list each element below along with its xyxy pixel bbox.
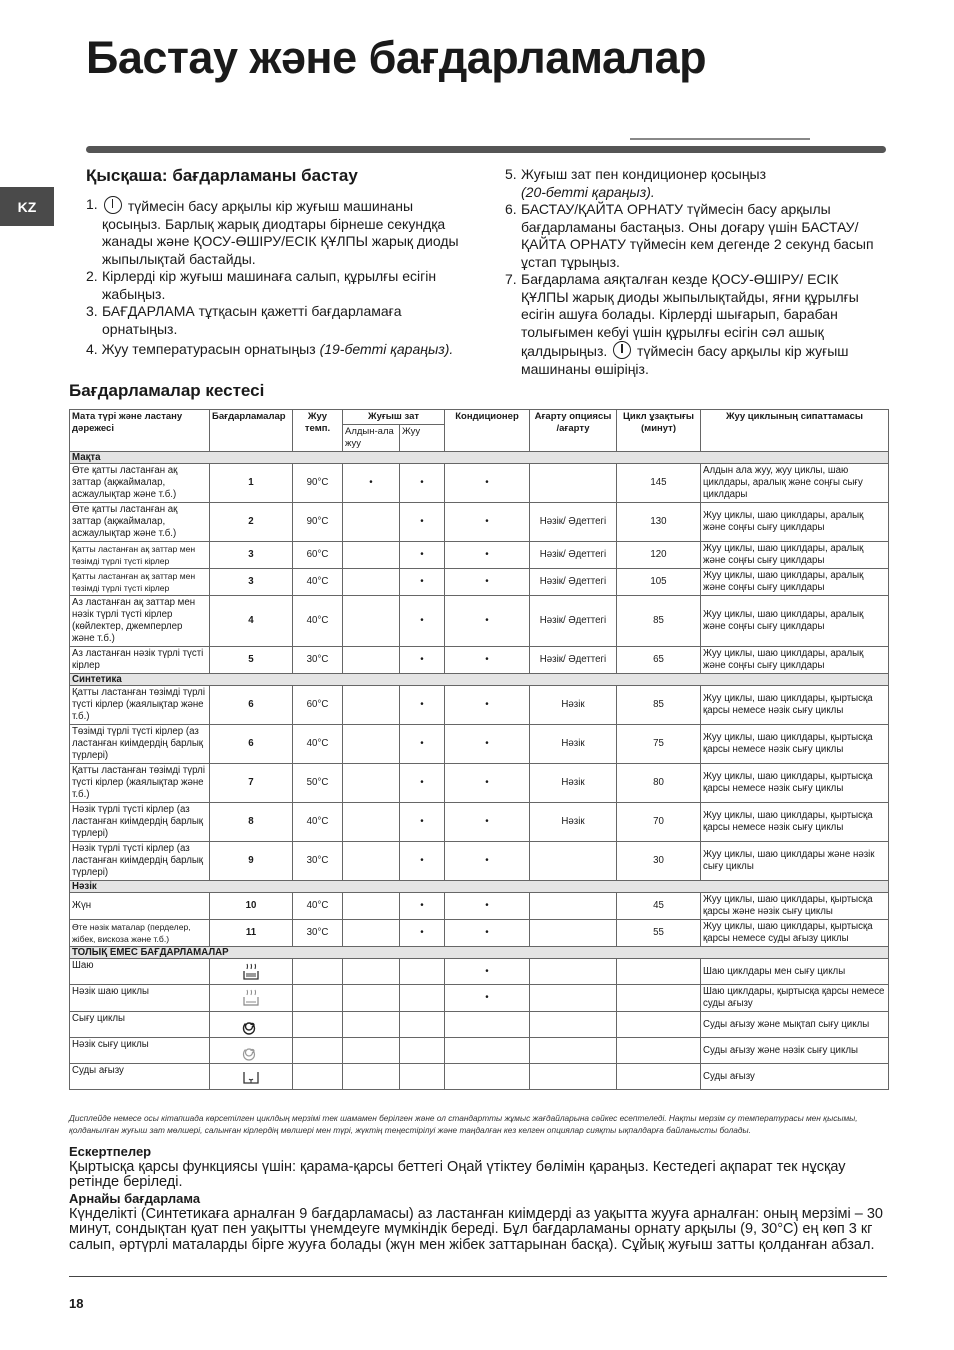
cell-duration bbox=[617, 1038, 701, 1064]
program-table-heading: Бағдарламалар кестесі bbox=[69, 381, 265, 400]
step-4 bbox=[86, 341, 466, 359]
cell-wash: • bbox=[400, 920, 445, 947]
cell-duration bbox=[617, 1012, 701, 1038]
step-6 bbox=[505, 201, 885, 271]
cell-fabric: Нәзік түрлі түсті кірлер (аз ластанған киімдердің барлық түрлері) bbox=[70, 842, 210, 881]
cell-duration: 80 bbox=[617, 764, 701, 803]
cell-temperature bbox=[293, 1038, 343, 1064]
cell-wash: • bbox=[400, 725, 445, 764]
cell-temperature: 60°C bbox=[293, 542, 343, 569]
cell-program: 3 bbox=[210, 569, 293, 596]
cell-rinse-option: Нәзік/ Әдеттегі bbox=[530, 569, 617, 596]
cell-program: 8 bbox=[210, 803, 293, 842]
cell-duration: 45 bbox=[617, 893, 701, 920]
step-3-number: 3. bbox=[86, 303, 98, 319]
cell-program: 6 bbox=[210, 686, 293, 725]
cell-duration: 105 bbox=[617, 569, 701, 596]
cell-description: Суды ағызу және нәзік сығу циклы bbox=[701, 1038, 889, 1064]
cell-temperature: 40°C bbox=[293, 893, 343, 920]
table-row bbox=[70, 1038, 889, 1064]
cell-duration: 85 bbox=[617, 686, 701, 725]
cell-softener: • bbox=[445, 569, 530, 596]
cell-description: Шаю циклдары, қыртысқа қарсы немесе суды ағызу bbox=[701, 985, 889, 1012]
step-4-text: 4. Жуу температурасын орнатыңыз bbox=[86, 341, 320, 357]
step-6-number: 6. bbox=[505, 201, 517, 217]
cell-wash: • bbox=[400, 893, 445, 920]
cell-softener: • bbox=[445, 503, 530, 542]
cell-duration bbox=[617, 985, 701, 1012]
cell-softener: • bbox=[445, 959, 530, 985]
cell-fabric: Өте қатты ластанған ақ заттар (ақжаймалар, асжаулықтар және т.б.) bbox=[70, 503, 210, 542]
cell-fabric: Жүн bbox=[70, 893, 210, 920]
section-header bbox=[70, 947, 889, 959]
cell-softener: • bbox=[445, 803, 530, 842]
cell-duration bbox=[617, 959, 701, 985]
cell-program: 3 bbox=[210, 542, 293, 569]
cell-duration: 145 bbox=[617, 464, 701, 503]
step-7-text-end: түймесін басу арқылы кір жуғыш машинаны өшіріңіз. bbox=[521, 343, 849, 377]
cell-program-icon bbox=[210, 985, 293, 1012]
step-5 bbox=[505, 166, 885, 201]
cell-wash bbox=[400, 1064, 445, 1090]
table-row bbox=[70, 1012, 889, 1038]
cell-prewash bbox=[343, 503, 400, 542]
spin-icon bbox=[212, 1015, 290, 1035]
cell-program-icon bbox=[210, 1064, 293, 1090]
cell-temperature: 30°C bbox=[293, 842, 343, 881]
cell-program: 6 bbox=[210, 725, 293, 764]
cell-duration: 30 bbox=[617, 842, 701, 881]
section-title: Мақта bbox=[70, 452, 889, 464]
cell-prewash bbox=[343, 542, 400, 569]
special-program-heading: Арнайы бағдарлама bbox=[69, 1191, 201, 1206]
cell-fabric: Аз ластанған нәзік түрлі түсті кірлер bbox=[70, 647, 210, 674]
cell-prewash bbox=[343, 985, 400, 1012]
cell-program-icon bbox=[210, 1012, 293, 1038]
cell-fabric: Өте қатты ластанған ақ заттар (ақжаймалар, асжаулықтар және т.б.) bbox=[70, 464, 210, 503]
cell-rinse-option bbox=[530, 959, 617, 985]
cell-prewash bbox=[343, 569, 400, 596]
cell-softener bbox=[445, 1012, 530, 1038]
cell-program-icon bbox=[210, 1038, 293, 1064]
header-duration: Цикл ұзақтығы (минут) bbox=[617, 410, 701, 452]
step-3-text: БАҒДАРЛАМА тұтқасын қажетті бағдарламаға орнатыңыз. bbox=[102, 303, 402, 337]
cell-rinse-option bbox=[530, 842, 617, 881]
cell-prewash bbox=[343, 842, 400, 881]
cell-program: 1 bbox=[210, 464, 293, 503]
cell-fabric: Қатты ластанған төзімді түрлі түсті кірлер (жаялықтар және т.б.) bbox=[70, 764, 210, 803]
cell-wash bbox=[400, 959, 445, 985]
header-program: Бағдарламалар bbox=[210, 410, 293, 452]
cell-wash bbox=[400, 1038, 445, 1064]
header-accent-line bbox=[630, 138, 810, 140]
cell-softener bbox=[445, 1038, 530, 1064]
cell-softener: • bbox=[445, 842, 530, 881]
header-prewash: Алдын-ала жуу bbox=[343, 425, 400, 452]
cell-fabric: Нәзік түрлі түсті кірлер (аз ластанған киімдердің барлық түрлері) bbox=[70, 803, 210, 842]
cell-program: 9 bbox=[210, 842, 293, 881]
cell-fabric: Аз ластанған ақ заттар мен нәзік түрлі түсті кірлер (көйлектер, джемперлер және т.б.) bbox=[70, 596, 210, 647]
cell-rinse-option bbox=[530, 920, 617, 947]
table-row bbox=[70, 686, 889, 725]
cell-softener: • bbox=[445, 542, 530, 569]
cell-temperature bbox=[293, 959, 343, 985]
cell-rinse-option: Нәзік bbox=[530, 764, 617, 803]
step-3 bbox=[86, 303, 466, 338]
cell-temperature bbox=[293, 1012, 343, 1038]
cell-wash: • bbox=[400, 842, 445, 881]
table-row bbox=[70, 985, 889, 1012]
table-row bbox=[70, 893, 889, 920]
cell-prewash bbox=[343, 764, 400, 803]
cell-description: Алдын ала жуу, жуу циклы, шаю циклдары, аралық және соңғы сығу циклдары bbox=[701, 464, 889, 503]
cell-temperature: 40°C bbox=[293, 803, 343, 842]
cell-wash: • bbox=[400, 647, 445, 674]
header-temperature: Жуу темп. bbox=[293, 410, 343, 452]
table-row bbox=[70, 1064, 889, 1090]
table-footnote: Дисплейде немесе осы кітапшада көрсетілген циклдың мерзімі тек шамамен берілген және ол стандартты жұмыс жағдайларына сәйкес есептеледі. Нақты мерзім су температурасы мен қысымы, қолданылған жуғыш зат мөлшері, салынған кірлердің мөлшері мен түрі, жүктің теңестірілуі және таңдалған кез келген опциялар сияқты ықпалдарға байланысты болады. bbox=[69, 1113, 858, 1135]
cell-prewash bbox=[343, 920, 400, 947]
program-table bbox=[69, 409, 889, 1090]
cell-duration: 85 bbox=[617, 596, 701, 647]
cell-temperature bbox=[293, 1064, 343, 1090]
cell-program: 4 bbox=[210, 596, 293, 647]
table-row bbox=[70, 725, 889, 764]
notes-heading: Ескертпелер bbox=[69, 1144, 152, 1159]
cell-temperature: 40°C bbox=[293, 569, 343, 596]
cell-softener: • bbox=[445, 596, 530, 647]
cell-softener: • bbox=[445, 464, 530, 503]
cell-wash: • bbox=[400, 596, 445, 647]
cell-description: Жуу циклы, шаю циклдары, қыртысқа қарсы немесе нәзік сығу циклы bbox=[701, 764, 889, 803]
footer-divider bbox=[69, 1276, 887, 1277]
cell-wash: • bbox=[400, 569, 445, 596]
cell-rinse-option bbox=[530, 1012, 617, 1038]
cell-duration bbox=[617, 1064, 701, 1090]
cell-fabric: Қатты ластанған ақ заттар мен төзімді түрлі түсті кірлер bbox=[70, 542, 210, 569]
cell-softener bbox=[445, 1064, 530, 1090]
page-title: Бастау және бағдарламалар bbox=[86, 32, 707, 83]
table-row bbox=[70, 569, 889, 596]
cell-wash: • bbox=[400, 764, 445, 803]
header-detergent: Жуғыш зат bbox=[343, 410, 445, 425]
cell-duration: 120 bbox=[617, 542, 701, 569]
cell-duration: 130 bbox=[617, 503, 701, 542]
table-row bbox=[70, 647, 889, 674]
header-description: Жуу циклының сипаттамасы bbox=[701, 410, 889, 452]
cell-fabric: Сығу циклы bbox=[70, 1012, 210, 1038]
section-title: Нәзік bbox=[70, 881, 889, 893]
step-2-number: 2. bbox=[86, 268, 98, 284]
table-row bbox=[70, 959, 889, 985]
step-7-text: Бағдарлама аяқталған кезде ҚОСУ-ӨШІРУ/ ЕСІК ҚҰЛПЫ жарық диоды жыпылықтайды, яғни құрылғы есігін ашуға болады. Кірлерді шығарып, барабан толығымен кебуі үшін құрылғы есігін сәл ашық қалдырыңыз. bbox=[521, 271, 859, 359]
cell-temperature: 60°C bbox=[293, 686, 343, 725]
cell-description: Суды ағызу және мықтап сығу циклы bbox=[701, 1012, 889, 1038]
cell-rinse-option: Нәзік bbox=[530, 803, 617, 842]
cell-wash: • bbox=[400, 503, 445, 542]
table-row bbox=[70, 596, 889, 647]
step-5-number: 5. bbox=[505, 166, 517, 182]
cell-program: 7 bbox=[210, 764, 293, 803]
cell-program: 11 bbox=[210, 920, 293, 947]
cell-description: Шаю циклдары мен сығу циклы bbox=[701, 959, 889, 985]
cell-duration: 65 bbox=[617, 647, 701, 674]
cell-softener: • bbox=[445, 725, 530, 764]
cell-rinse-option bbox=[530, 464, 617, 503]
cell-fabric: Өте нәзік маталар (перделер, жібек, вискоза және т.б.) bbox=[70, 920, 210, 947]
cell-fabric: Суды ағызу bbox=[70, 1064, 210, 1090]
cell-temperature: 30°C bbox=[293, 647, 343, 674]
cell-fabric: Қатты ластанған ақ заттар мен төзімді түрлі түсті кірлер bbox=[70, 569, 210, 596]
cell-program: 5 bbox=[210, 647, 293, 674]
cell-rinse-option bbox=[530, 985, 617, 1012]
power-icon bbox=[104, 196, 122, 214]
page-number: 18 bbox=[69, 1296, 84, 1311]
cell-rinse-option: Нәзік/ Әдеттегі bbox=[530, 647, 617, 674]
cell-softener: • bbox=[445, 764, 530, 803]
table-row bbox=[70, 464, 889, 503]
section-title: ТОЛЫҚ ЕМЕС БАҒДАРЛАМАЛАР bbox=[70, 947, 889, 959]
step-1 bbox=[86, 196, 466, 268]
table-row bbox=[70, 803, 889, 842]
quick-start-left-column bbox=[86, 196, 466, 359]
cell-description: Жуу циклы, шаю циклдары, аралық және соңғы сығу циклдары bbox=[701, 596, 889, 647]
cell-fabric: Шаю bbox=[70, 959, 210, 985]
cell-description: Суды ағызу bbox=[701, 1064, 889, 1090]
header-wash: Жуу bbox=[400, 425, 445, 452]
cell-description: Жуу циклы, шаю циклдары, қыртысқа қарсы немесе суды ағызу циклы bbox=[701, 920, 889, 947]
section-header bbox=[70, 881, 889, 893]
step-5-reference: (20-бетті қараңыз). bbox=[521, 183, 655, 200]
cell-rinse-option: Нәзік bbox=[530, 686, 617, 725]
cell-prewash bbox=[343, 1012, 400, 1038]
cell-softener: • bbox=[445, 647, 530, 674]
cell-wash bbox=[400, 1012, 445, 1038]
cell-program-icon bbox=[210, 959, 293, 985]
cell-prewash bbox=[343, 596, 400, 647]
cell-duration: 55 bbox=[617, 920, 701, 947]
step-2-text: Кірлерді кір жуғыш машинаға салып, құрылғы есігін жабыңыз. bbox=[102, 268, 437, 302]
cell-rinse-option: Нәзік/ Әдеттегі bbox=[530, 596, 617, 647]
cell-description: Жуу циклы, шаю циклдары, қыртысқа қарсы немесе нәзік сығу циклы bbox=[701, 686, 889, 725]
cell-prewash bbox=[343, 725, 400, 764]
cell-description: Жуу циклы, шаю циклдары, қыртысқа қарсы немесе нәзік сығу циклы bbox=[701, 803, 889, 842]
cell-description: Жуу циклы, шаю циклдары, аралық және соңғы сығу циклдары bbox=[701, 503, 889, 542]
delicate-rinse-icon bbox=[212, 988, 290, 1008]
cell-fabric: Нәзік сығу циклы bbox=[70, 1038, 210, 1064]
quick-start-heading: Қысқаша: бағдарламаны бастау bbox=[86, 166, 358, 185]
cell-wash: • bbox=[400, 464, 445, 503]
cell-prewash bbox=[343, 893, 400, 920]
cell-description: Жуу циклы, шаю циклдары, аралық және соңғы сығу циклдары bbox=[701, 647, 889, 674]
cell-softener: • bbox=[445, 686, 530, 725]
language-tab: KZ bbox=[0, 187, 54, 226]
cell-temperature: 50°C bbox=[293, 764, 343, 803]
step-2 bbox=[86, 268, 466, 303]
cell-temperature: 40°C bbox=[293, 725, 343, 764]
step-1-text: түймесін басу арқылы кір жуғыш машинаны қосыңыз. Барлық жарық диодтары бірнеше секундқа жанады және ҚОСУ-ӨШІРУ/ЕСІК ҚҰЛПЫ жарық диоды жыпылықтай бастайды. bbox=[102, 198, 459, 267]
cell-rinse-option: Нәзік/ Әдеттегі bbox=[530, 503, 617, 542]
cell-description: Жуу циклы, шаю циклдары және нәзік сығу циклы bbox=[701, 842, 889, 881]
drain-icon bbox=[212, 1067, 290, 1087]
cell-wash: • bbox=[400, 542, 445, 569]
cell-temperature: 90°C bbox=[293, 503, 343, 542]
cell-description: Жуу циклы, шаю циклдары, қыртысқа қарсы және нәзік сығу циклы bbox=[701, 893, 889, 920]
cell-description: Жуу циклы, шаю циклдары, аралық және соңғы сығу циклдары bbox=[701, 542, 889, 569]
cell-description: Жуу циклы, шаю циклдары, қыртысқа қарсы немесе нәзік сығу циклы bbox=[701, 725, 889, 764]
quick-start-right-column bbox=[505, 166, 885, 378]
cell-prewash bbox=[343, 1064, 400, 1090]
step-4-reference: (19-бетті қараңыз). bbox=[319, 341, 454, 357]
cell-duration: 70 bbox=[617, 803, 701, 842]
cell-temperature: 40°C bbox=[293, 596, 343, 647]
cell-program: 10 bbox=[210, 893, 293, 920]
cell-prewash bbox=[343, 959, 400, 985]
cell-prewash bbox=[343, 647, 400, 674]
cell-rinse-option: Нәзік/ Әдеттегі bbox=[530, 542, 617, 569]
cell-wash bbox=[400, 985, 445, 1012]
step-1-number: 1. bbox=[86, 196, 98, 212]
section-header bbox=[70, 452, 889, 464]
cell-prewash bbox=[343, 1038, 400, 1064]
cell-temperature: 90°C bbox=[293, 464, 343, 503]
cell-fabric: Нәзік шаю циклы bbox=[70, 985, 210, 1012]
header-softener: Кондиционер bbox=[445, 410, 530, 452]
section-header bbox=[70, 674, 889, 686]
cell-rinse-option: Нәзік bbox=[530, 725, 617, 764]
notes-block bbox=[69, 1144, 889, 1191]
cell-temperature: 30°C bbox=[293, 920, 343, 947]
cell-rinse-option bbox=[530, 1064, 617, 1090]
special-program-text: Күнделікті (Синтетикаға арналған 9 бағдарламасы) аз ластанған киімдерді аз уақытта жууға арналған: оның мерзімі – 30 минут, сондықтан қуат пен уақытты үнемдеуге мүмкіндік береді. Бұл бағдарламаны орнату арқылы (9, 30°C) ең көп 3 кг салып, әртүрлі маталарды бірге жууға болады (жүн мен жібек заттарынан басқа). Сұйық жуғыш затты қолданған абзал. bbox=[69, 1205, 883, 1253]
cell-duration: 75 bbox=[617, 725, 701, 764]
header-divider bbox=[86, 146, 886, 153]
cell-temperature bbox=[293, 985, 343, 1012]
step-7-number: 7. bbox=[505, 271, 517, 287]
header-rinse-option: Ағарту опциясы /ағарту bbox=[530, 410, 617, 452]
cell-wash: • bbox=[400, 686, 445, 725]
notes-text: Қыртысқа қарсы функциясы үшін: қарама-қарсы беттегі Оңай үтіктеу бөлімін қараңыз. Кестедегі ақпарат тек нұсқау ретінде беріледі. bbox=[69, 1158, 846, 1190]
cell-prewash: • bbox=[343, 464, 400, 503]
cell-softener: • bbox=[445, 920, 530, 947]
cell-rinse-option bbox=[530, 1038, 617, 1064]
section-title: Синтетика bbox=[70, 674, 889, 686]
table-row bbox=[70, 542, 889, 569]
cell-program: 2 bbox=[210, 503, 293, 542]
cell-fabric: Қатты ластанған төзімді түрлі түсті кірлер (жаялықтар және т.б.) bbox=[70, 686, 210, 725]
cell-description: Жуу циклы, шаю циклдары, аралық және соңғы сығу циклдары bbox=[701, 569, 889, 596]
table-row bbox=[70, 503, 889, 542]
cell-fabric: Төзімді түрлі түсті кірлер (аз ластанған киімдердің барлық түрлері) bbox=[70, 725, 210, 764]
cell-softener: • bbox=[445, 893, 530, 920]
rinse-icon bbox=[212, 962, 290, 982]
cell-rinse-option bbox=[530, 893, 617, 920]
cell-wash: • bbox=[400, 803, 445, 842]
step-5-text: Жуғыш зат пен кондиционер қосыңыз bbox=[521, 166, 767, 182]
special-program-block bbox=[69, 1191, 889, 1253]
table-row bbox=[70, 842, 889, 881]
table-row bbox=[70, 920, 889, 947]
cell-prewash bbox=[343, 686, 400, 725]
table-row bbox=[70, 764, 889, 803]
step-7 bbox=[505, 271, 885, 378]
power-icon bbox=[613, 341, 631, 359]
cell-softener: • bbox=[445, 985, 530, 1012]
step-6-text: БАСТАУ/ҚАЙТА ОРНАТУ түймесін басу арқылы бағдарламаны бастаңыз. Оны доғару үшін БАСТАУ/ҚАЙТА ОРНАТУ түймесін кем дегенде 2 секунд басып ұстап тұрыңыз. bbox=[521, 201, 874, 270]
cell-prewash bbox=[343, 803, 400, 842]
delicate-spin-icon bbox=[212, 1041, 290, 1061]
header-fabric: Мата түрі және ластану дәрежесі bbox=[70, 410, 210, 452]
